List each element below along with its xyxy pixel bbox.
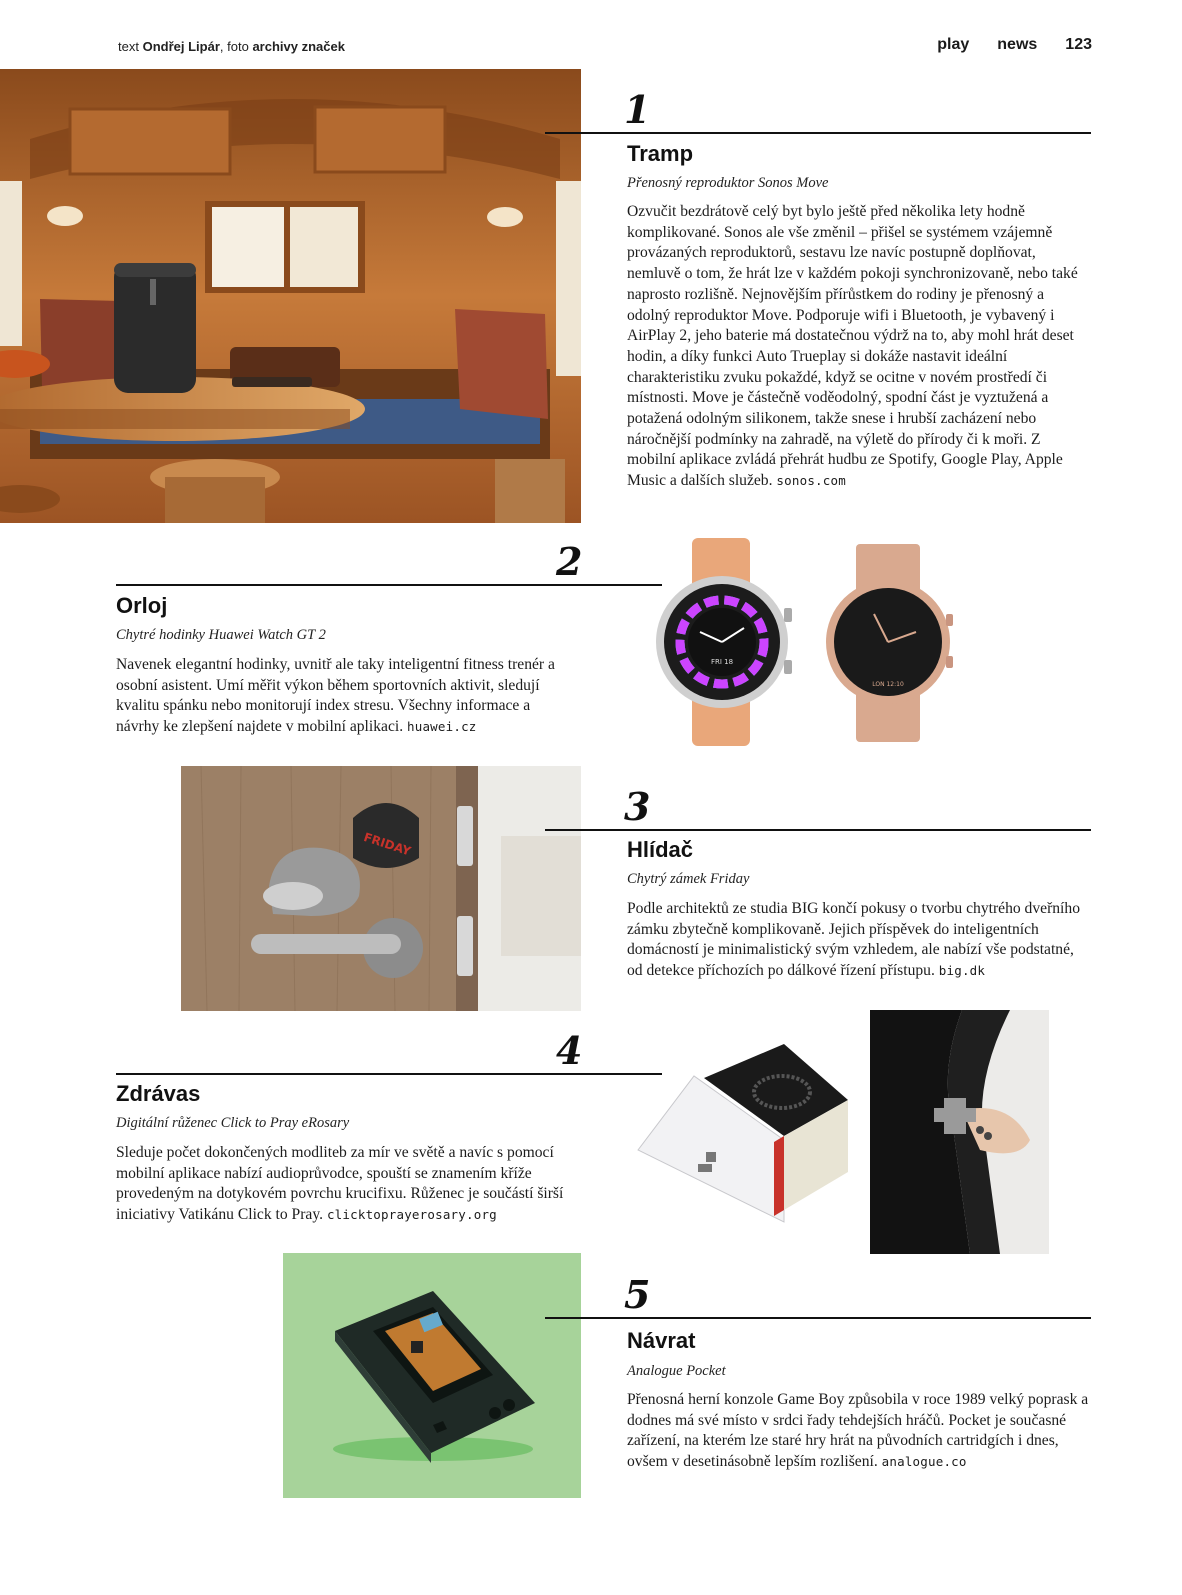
credits-line [118,39,345,54]
article-3-subtitle: Chytrý zámek Friday [627,871,750,887]
erosary-box-photo [634,1040,856,1230]
friday-lock-photo [181,766,581,1011]
page-number: 123 [1065,36,1092,53]
article-1-number: 1 [624,87,651,132]
article-2-title: Orloj [116,593,168,618]
sonos-move-photo [0,69,581,523]
watches-illustration [650,536,970,748]
article-3-url[interactable]: big.dk [938,963,986,979]
door-lock-illustration [181,766,581,1011]
friday-lock-label: FRIDAY [361,830,413,859]
wrist-bracelet-illustration [870,1010,1049,1254]
article-1-title: Tramp [627,141,694,166]
article-4-body [116,1143,578,1226]
article-2-rule [116,584,662,586]
credit-photo-label: , foto [219,39,249,54]
article-4-body-text: Sleduje počet dokončených modliteb za mír ve světě a navíc s pomocí mobilní aplikace nabízí audioprůvodce, spouští se znamením kříže provedeným na dotykovém povrchu krucifixu. Růženec je součástí širší iniciativy Vatikánu Click to Pray. [116,1144,564,1224]
article-1-body-text: Ozvučit bezdrátově celý byt bylo ještě před několika lety hodně komplikované. Sonos ale vše změnil – přišel se systémem vzájemně provázaných reproduktorů, sestavu lze navíc postupně doplňovat, nemluvě o tom, že hrát lze v každém pokoji synchronizovaně, nebo také naprosto rozlišně. Nejnovějším přírůstkem do rodiny je přenosný a odolný reproduktor Move. Podporuje wifi i Bluetooth, je vybavený i AirPlay 2, jeho baterie má dostatečnou výdrž na to, aby mohl hrát deset hodin, a díky funkci Auto Trueplay si dokáže nastavit ideální charakteristiku zvuku pokaždé, když se ocitne v novém prostředí či místnosti. Move je částečně voděodolný, spodní část je vyztužená a potažená odolným silikonem, takže snese i hrubší zacházení nebo náročnější podmínky na zahradě, na výletě do přírody či k moři. Z mobilní aplikace zvládá přehrát hudbu ze Spotify, Google Play, Apple Music a dalších služeb. [627,203,1078,490]
rosary-box-illustration [634,1040,856,1230]
article-5-number: 5 [624,1272,651,1317]
erosary-wrist-photo [870,1010,1049,1254]
credit-author: Ondřej Lipár [142,39,220,54]
article-4-url[interactable]: clicktoprayerosary.org [326,1207,497,1223]
article-3-body-text: Podle architektů ze studia BIG končí pokusy o tvorbu chytrého dveřního zámku zbytečně komplikovaně. Jejich příspěvek do inteligentních domácností je minimalistický svým vzhledem, ale nabízí vše podstatné, od detekce příchozích po dálkové řízení přístupu. [627,900,1080,980]
analogue-pocket-photo [283,1253,581,1498]
article-5-title: Návrat [627,1328,696,1353]
article-4-subtitle: Digitální růženec Click to Pray eRosary [116,1115,350,1131]
article-3-number: 3 [624,784,651,829]
camper-interior-illustration [0,69,581,523]
section-label: play [937,36,970,53]
article-3-rule [545,829,1091,831]
article-2-subtitle: Chytré hodinky Huawei Watch GT 2 [116,627,326,643]
article-3-title: Hlídač [627,837,694,862]
article-4-number: 4 [556,1028,583,1073]
article-5-rule [545,1317,1091,1319]
huawei-watches-photo [650,536,970,748]
article-1-subtitle: Přenosný reproduktor Sonos Move [627,175,829,191]
article-5-body-text: Přenosná herní konzole Game Boy způsobila v roce 1989 velký poprask a dodnes má své místo v srdci řady tehdejších hráčů. Pocket je současné zařízení, na kterém lze staré hry hrát na původních cartridgích i dnes, ovšem v desetinásobně lepším rozlišení. [627,1391,1089,1471]
article-5-body [627,1390,1093,1473]
credit-photo-source: archivy značek [252,39,345,54]
article-1-rule [545,132,1091,134]
watch-1-date: FRI 18 [710,658,734,666]
game-console-illustration [283,1253,581,1498]
article-2-body-text: Navenek elegantní hodinky, uvnitř ale taky inteligentní fitness trenér a osobní asistent. Umí měřit výkon během sportovních aktivit, sledují kvalitu spánku nebo monitorují index stresu. Všechny informace a návrhy ke zlepšení najdete v mobilní aplikaci. [116,656,555,736]
article-4-rule [116,1073,662,1075]
section-navigation [937,36,1092,54]
article-5-subtitle: Analogue Pocket [627,1363,726,1379]
subsection-label: news [997,36,1038,53]
article-5-url[interactable]: analogue.co [881,1454,967,1470]
watch-2-label: LON 12:10 [872,681,904,688]
article-2-url[interactable]: huawei.cz [407,719,477,735]
article-3-body [627,899,1093,982]
credit-text-label: text [118,39,139,54]
article-1-url[interactable]: sonos.com [776,473,846,489]
article-2-body [116,655,576,738]
article-1-body [627,202,1091,492]
article-4-title: Zdrávas [116,1081,201,1106]
article-2-number: 2 [556,539,583,584]
